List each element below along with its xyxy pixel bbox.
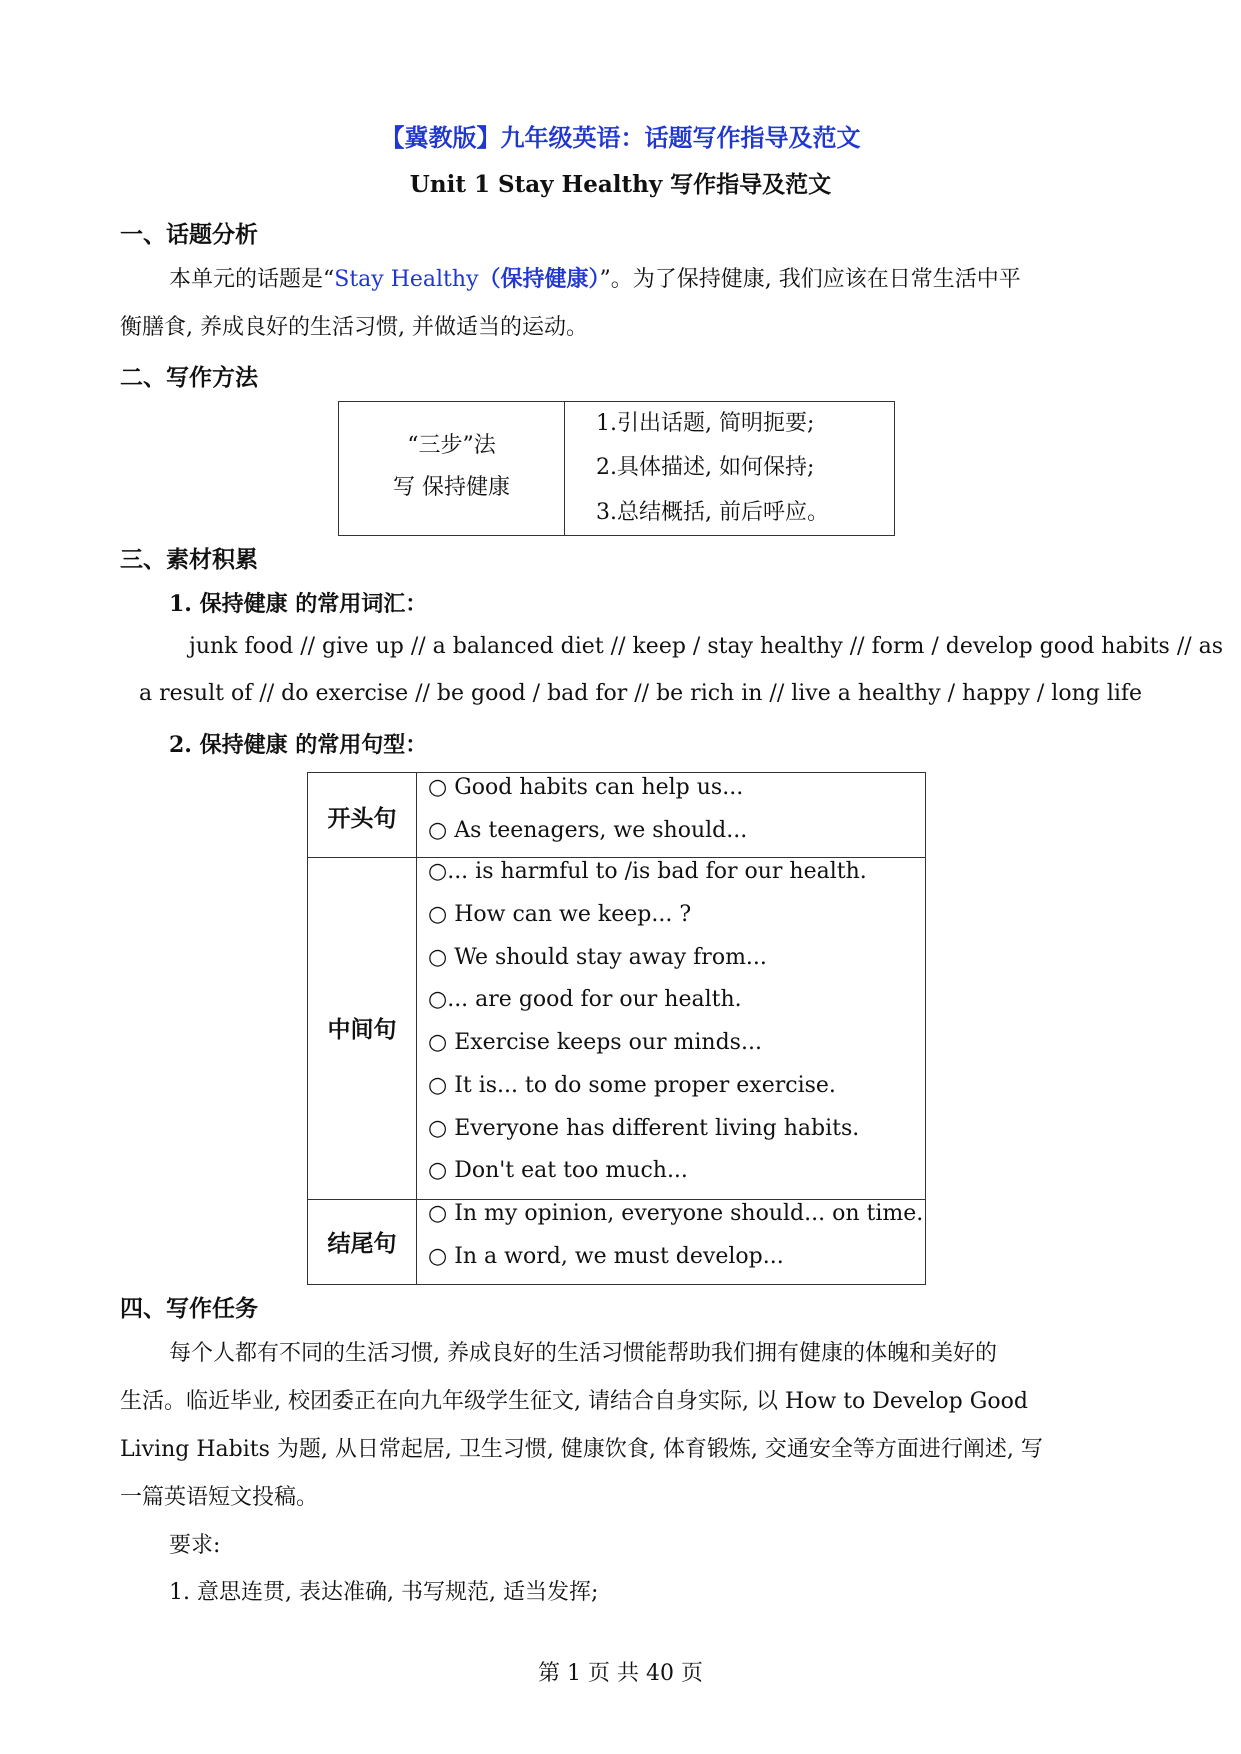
section4-heading: 四、写作任务 <box>120 1295 258 1322</box>
label-closing: 结尾句 <box>327 1230 397 1257</box>
section1-line1 <box>169 262 1021 293</box>
middle-item: ○ We should stay away from... <box>428 945 767 970</box>
page-subtitle: Unit 1 Stay Healthy 写作指导及范文 <box>409 171 832 198</box>
page-title: 【冀教版】九年级英语：话题写作指导及范文 <box>380 123 861 152</box>
method-left-line2: 写 保持健康 <box>393 475 510 500</box>
opening-item: ○ As teenagers, we should... <box>428 818 748 843</box>
method-table <box>338 401 895 536</box>
requirements-label: 要求: <box>169 1533 221 1558</box>
section1-line2: 衡膳食, 养成良好的生活习惯, 并做适当的运动。 <box>120 315 588 340</box>
method-left-line1: “三步”法 <box>407 433 496 458</box>
sentence-title: 2. 保持健康 的常用句型： <box>169 732 428 758</box>
vocab-line2: a result of // do exercise // be good / bad for // be rich in // live a healthy / happy / long life <box>139 681 1143 706</box>
middle-item: ○... are good for our health. <box>428 987 742 1012</box>
middle-item: ○ Exercise keeps our minds... <box>428 1030 762 1055</box>
section1-line1-post: ”。为了保持健康, 我们应该在日常生活中平 <box>599 267 1021 292</box>
label-opening: 开头句 <box>327 805 397 832</box>
label-middle: 中间句 <box>327 1016 397 1043</box>
section2-heading: 二、写作方法 <box>120 364 258 391</box>
section1-heading: 一、话题分析 <box>120 221 258 248</box>
sentence-table <box>307 772 926 1285</box>
method-step-1: 1.引出话题, 简明扼要; <box>596 411 815 436</box>
middle-item: ○... is harmful to /is bad for our health. <box>428 859 867 884</box>
requirement-1: 1. 意思连贯, 表达准确, 书写规范, 适当发挥; <box>169 1580 599 1605</box>
topic-en: Stay Healthy <box>334 267 479 292</box>
middle-item: ○ Everyone has different living habits. <box>428 1116 860 1141</box>
vocab-title: 1. 保持健康 的常用词汇： <box>169 591 428 617</box>
method-step-3: 3.总结概括, 前后呼应。 <box>596 500 829 525</box>
section3-heading: 三、素材积累 <box>120 546 258 573</box>
vocab-line1: junk food // give up // a balanced diet // keep / stay healthy // form / develop good habits // as <box>189 634 1224 659</box>
middle-item: ○ How can we keep... ? <box>428 902 692 927</box>
closing-item: ○ In my opinion, everyone should... on time. <box>428 1201 924 1226</box>
method-step-2: 2.具体描述, 如何保持; <box>596 455 815 480</box>
middle-item: ○ It is... to do some proper exercise. <box>428 1073 836 1098</box>
middle-item: ○ Don't eat too much... <box>428 1158 688 1183</box>
closing-item: ○ In a word, we must develop... <box>428 1244 784 1269</box>
task-line1: 每个人都有不同的生活习惯, 养成良好的生活习惯能帮助我们拥有健康的体魄和美好的 <box>169 1341 997 1366</box>
task-line4: 一篇英语短文投稿。 <box>120 1485 319 1510</box>
task-line2: 生活。临近毕业, 校团委正在向九年级学生征文, 请结合自身实际, 以 How to Develop Good <box>120 1389 1028 1414</box>
section1-line1-pre: 本单元的话题是“ <box>169 267 335 292</box>
page-number: 第 1 页 共 40 页 <box>538 1661 703 1686</box>
topic-zh: （保持健康） <box>478 266 600 292</box>
task-line3: Living Habits 为题, 从日常起居, 卫生习惯, 健康饮食, 体育锻炼, 交通安全等方面进行阐述, 写 <box>120 1437 1043 1462</box>
opening-item: ○ Good habits can help us... <box>428 775 744 800</box>
